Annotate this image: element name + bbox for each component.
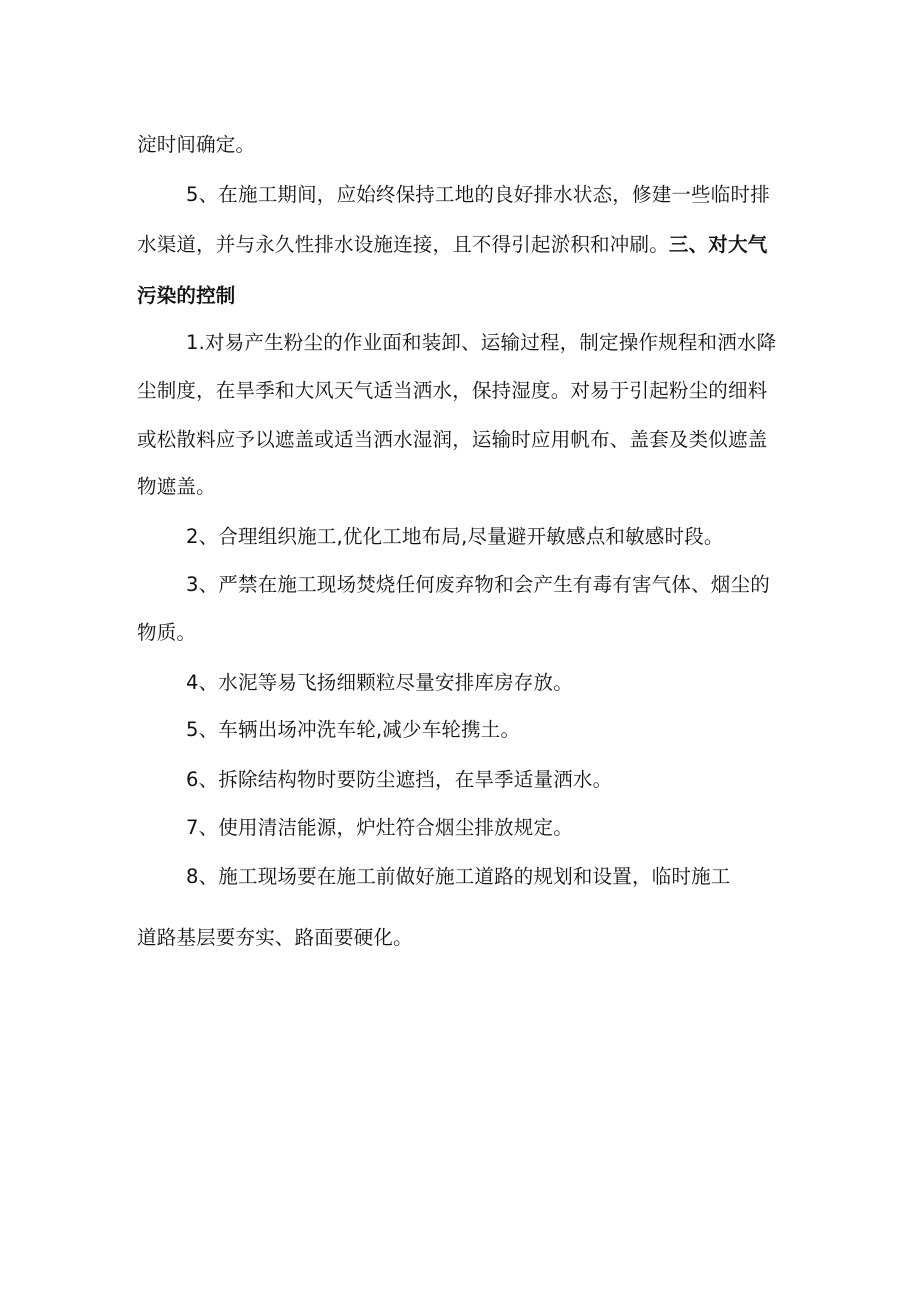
paragraph-line [137, 132, 255, 158]
line-text: 1.对易产生粉尘的作业面和装卸、运输过程，制定操作规程和洒水降 [186, 331, 777, 354]
line-text: 水渠道，并与永久性排水设施连接，且不得引起淤积和冲刷。 [137, 233, 669, 256]
paragraph-line [186, 670, 573, 696]
section-heading [137, 283, 236, 309]
paragraph-line [137, 378, 767, 404]
line-text: 6、拆除结构物时要防尘遮挡，在旱季适量洒水。 [186, 768, 613, 791]
section-heading: 三、对大气 [668, 233, 768, 256]
line-text: 2、合理组织施工,优化工地布局,尽量避开敏感点和敏感时段。 [186, 525, 724, 548]
line-text: 8、施工现场要在施工前做好施工道路的规划和设置，临时施工 [186, 865, 731, 888]
paragraph-line [186, 864, 731, 890]
line-text: 污染的控制 [137, 284, 236, 307]
paragraph-line [186, 572, 770, 598]
line-text: 物遮盖。 [137, 475, 216, 498]
line-text: 淀时间确定。 [137, 133, 256, 156]
paragraph-line [137, 474, 216, 500]
line-text: 4、水泥等易飞扬细颗粒尽量安排库房存放。 [186, 671, 573, 694]
paragraph-line [186, 182, 770, 208]
line-text: 3、严禁在施工现场焚烧任何废弃物和会产生有毒有害气体、烟尘的 [186, 573, 770, 596]
line-text: 5、在施工期间，应始终保持工地的良好排水状态，修建一些临时排 [186, 183, 770, 206]
line-text: 或松散料应予以遮盖或适当洒水湿润，运输时应用帆布、盖套及类似遮盖 [137, 428, 768, 451]
paragraph-line [137, 427, 767, 453]
paragraph-line [137, 620, 196, 646]
paragraph-line [186, 767, 612, 793]
line-text: 尘制度，在旱季和大风天气适当洒水，保持湿度。对易于引起粉尘的细料 [137, 379, 768, 402]
paragraph-line [186, 717, 520, 743]
line-text: 5、车辆出场冲洗车轮,减少车轮携土。 [186, 718, 521, 741]
paragraph-line [186, 815, 573, 841]
paragraph-line [137, 232, 767, 258]
line-text: 物质。 [137, 621, 197, 644]
line-text: 7、使用清洁能源，炉灶符合烟尘排放规定。 [186, 816, 573, 839]
line-text: 道路基层要夯实、路面要硬化。 [137, 926, 413, 949]
paragraph-line [186, 330, 776, 356]
paragraph-line [137, 925, 413, 951]
paragraph-line [186, 524, 724, 550]
